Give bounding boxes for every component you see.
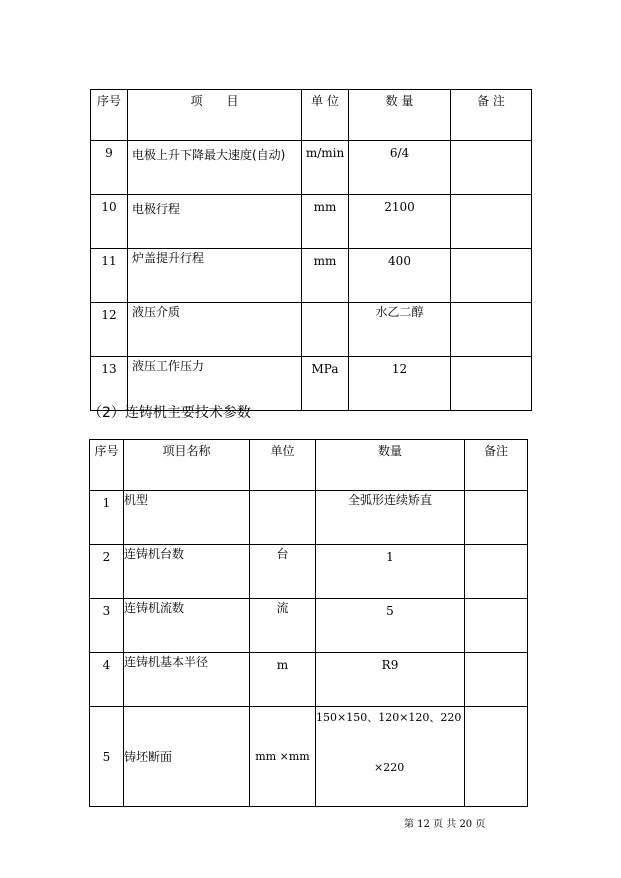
row-qty: 全弧形连续矫直 xyxy=(316,491,465,545)
row-unit: 流 xyxy=(250,599,316,653)
row-note xyxy=(465,707,528,807)
row-unit: 台 xyxy=(250,545,316,599)
table-row xyxy=(91,303,532,357)
header-cell-qty: 数量 xyxy=(316,440,465,491)
row-qty: 2100 xyxy=(349,195,451,249)
table-row xyxy=(90,545,528,599)
row-item: 电极上升下降最大速度(自动) xyxy=(128,141,302,195)
row-note xyxy=(451,195,532,249)
row-qty: R9 xyxy=(316,653,465,707)
row-item: 连铸机台数 xyxy=(124,545,250,599)
header-cell-unit: 单位 xyxy=(250,440,316,491)
header-cell-item: 项 目 xyxy=(128,90,302,141)
row-qty: 5 xyxy=(316,599,465,653)
row-no: 4 xyxy=(90,653,124,707)
row-item: 炉盖提升行程 xyxy=(128,249,302,303)
table-row xyxy=(91,195,532,249)
row-no: 10 xyxy=(91,195,128,249)
row-no: 12 xyxy=(91,303,128,357)
row-item: 铸坯断面 xyxy=(124,707,250,807)
table-electrode-params xyxy=(90,89,532,411)
header-cell-qty: 数 量 xyxy=(349,90,451,141)
row-unit: m xyxy=(250,653,316,707)
row-item: 电极行程 xyxy=(128,195,302,249)
section-title: （2）连铸机主要技术参数 xyxy=(88,405,251,421)
table-caster-params xyxy=(89,439,528,807)
row-item: 连铸机基本半径 xyxy=(124,653,250,707)
row-qty-line1: 150×150、120×120、220 xyxy=(316,711,462,724)
row-no: 5 xyxy=(90,707,124,807)
row-no: 2 xyxy=(90,545,124,599)
header-cell-no: 序号 xyxy=(90,440,124,491)
table-header-row xyxy=(90,440,528,491)
row-no: 13 xyxy=(91,357,128,411)
row-qty: 1 xyxy=(316,545,465,599)
table-header-row xyxy=(91,90,532,141)
row-unit: mm ×mm xyxy=(250,707,316,807)
row-qty: 6/4 xyxy=(349,141,451,195)
row-qty: 400 xyxy=(349,249,451,303)
row-note xyxy=(451,303,532,357)
header-cell-note: 备 注 xyxy=(451,90,532,141)
row-item: 机型 xyxy=(124,491,250,545)
row-note xyxy=(465,491,528,545)
row-qty-line2: ×220 xyxy=(374,761,405,774)
row-item: 液压介质 xyxy=(128,303,302,357)
row-unit: mm xyxy=(302,249,349,303)
row-no: 1 xyxy=(90,491,124,545)
header-cell-item: 项目名称 xyxy=(124,440,250,491)
table-row xyxy=(91,249,532,303)
row-item: 液压工作压力 xyxy=(128,357,302,411)
row-qty xyxy=(316,707,465,807)
row-unit xyxy=(302,303,349,357)
table-row xyxy=(90,707,528,807)
header-cell-no: 序号 xyxy=(91,90,128,141)
table-row xyxy=(90,599,528,653)
row-note xyxy=(451,249,532,303)
row-no: 9 xyxy=(91,141,128,195)
row-note xyxy=(451,141,532,195)
row-item: 连铸机流数 xyxy=(124,599,250,653)
row-unit: mm xyxy=(302,195,349,249)
header-cell-note: 备注 xyxy=(465,440,528,491)
row-note xyxy=(465,653,528,707)
row-unit: m/min xyxy=(302,141,349,195)
row-qty: 12 xyxy=(349,357,451,411)
header-cell-unit: 单 位 xyxy=(302,90,349,141)
page-footer: 第 12 页 共 20 页 xyxy=(404,819,486,830)
row-no: 3 xyxy=(90,599,124,653)
row-no: 11 xyxy=(91,249,128,303)
table-row xyxy=(91,141,532,195)
row-qty: 水乙二醇 xyxy=(349,303,451,357)
row-unit: MPa xyxy=(302,357,349,411)
row-note xyxy=(465,599,528,653)
row-unit xyxy=(250,491,316,545)
row-note xyxy=(451,357,532,411)
row-note xyxy=(465,545,528,599)
table-row xyxy=(90,491,528,545)
table-row xyxy=(90,653,528,707)
